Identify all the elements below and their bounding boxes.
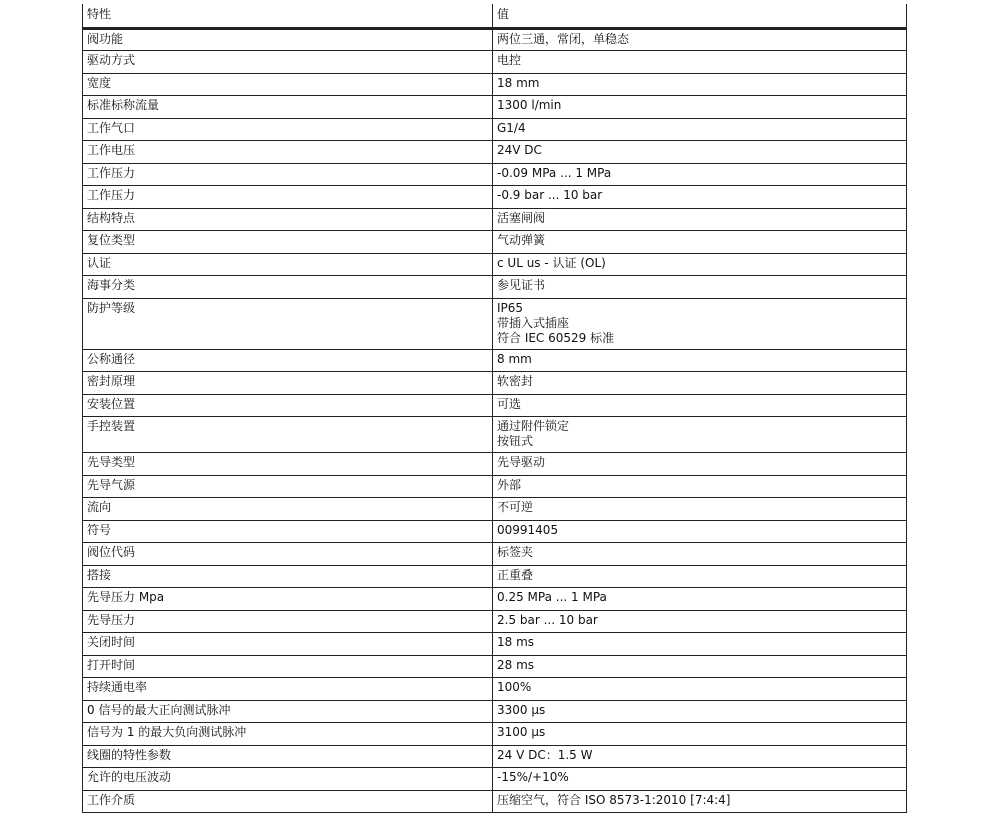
property-value-line: 可选	[497, 396, 522, 411]
property-name: 手控装置	[83, 417, 493, 453]
table-row	[83, 498, 907, 521]
property-value	[493, 394, 907, 417]
table-row	[83, 118, 907, 141]
table-row	[83, 231, 907, 254]
property-value-line: c UL us - 认证 (OL)	[497, 255, 606, 270]
property-value-line: 8 mm	[497, 351, 532, 366]
property-value-line: 先导驱动	[497, 455, 546, 469]
table-row	[83, 768, 907, 791]
property-value	[493, 520, 907, 543]
property-value-line: 通过附件锁定	[497, 419, 570, 433]
table-row	[83, 28, 907, 51]
property-value	[493, 118, 907, 141]
property-name: 结构特点	[83, 208, 493, 231]
property-value	[493, 790, 907, 813]
table-row	[83, 790, 907, 813]
property-value	[493, 565, 907, 588]
property-value-line: 18 ms	[497, 635, 535, 649]
property-value	[493, 231, 907, 254]
property-value	[493, 700, 907, 723]
property-name: 认证	[83, 253, 493, 276]
property-name: 先导压力 Mpa	[83, 588, 493, 611]
property-value-line: 软密封	[497, 374, 534, 388]
property-name: 线圈的特性参数	[83, 745, 493, 768]
property-value-line: 活塞闸阀	[497, 210, 546, 225]
property-value-line: 28 ms	[497, 657, 535, 672]
property-value	[493, 723, 907, 746]
property-value	[493, 498, 907, 521]
table-row	[83, 51, 907, 74]
table-row	[83, 208, 907, 231]
table-row	[83, 141, 907, 164]
property-name: 安装位置	[83, 394, 493, 417]
header-value: 值	[493, 4, 907, 28]
property-name: 工作压力	[83, 163, 493, 186]
property-value	[493, 276, 907, 299]
property-value-line: 正重叠	[497, 567, 534, 582]
property-value-line: 18 mm	[497, 75, 540, 90]
property-value-line: 2.5 bar ... 10 bar	[497, 612, 598, 627]
property-name: 公称通径	[83, 349, 493, 372]
table-row	[83, 700, 907, 723]
property-value	[493, 51, 907, 74]
table-row	[83, 349, 907, 372]
property-name: 驱动方式	[83, 51, 493, 74]
property-value-line: -0.09 MPa ... 1 MPa	[497, 165, 612, 180]
property-value-line: 带插入式插座	[497, 315, 570, 330]
table-row	[83, 633, 907, 656]
property-name: 阀位代码	[83, 543, 493, 566]
property-value	[493, 768, 907, 791]
property-value-line: G1/4	[497, 120, 526, 135]
property-name: 复位类型	[83, 231, 493, 254]
property-value-line: 压缩空气，符合 ISO 8573-1:2010 [7:4:4]	[497, 792, 731, 807]
property-value-line: 24V DC	[497, 143, 542, 157]
property-value-line: 1300 l/min	[497, 98, 562, 112]
property-name: 工作电压	[83, 141, 493, 164]
table-row	[83, 745, 907, 768]
property-name: 防护等级	[83, 298, 493, 349]
property-value	[493, 678, 907, 701]
table-row	[83, 372, 907, 395]
property-value	[493, 349, 907, 372]
table-row	[83, 475, 907, 498]
property-name: 海事分类	[83, 276, 493, 299]
table-row	[83, 73, 907, 96]
table-row	[83, 163, 907, 186]
property-value	[493, 298, 907, 349]
property-name: 宽度	[83, 73, 493, 96]
property-value-line: 00991405	[497, 522, 559, 537]
property-value	[493, 453, 907, 476]
table-row	[83, 588, 907, 611]
table-row	[83, 186, 907, 209]
property-value-line: 3300 µs	[497, 702, 546, 717]
property-value-line: 0.25 MPa ... 1 MPa	[497, 590, 607, 604]
property-name: 工作介质	[83, 790, 493, 813]
table-row	[83, 655, 907, 678]
property-name: 符号	[83, 520, 493, 543]
property-name: 标准标称流量	[83, 96, 493, 119]
table-row	[83, 678, 907, 701]
table-body	[83, 28, 907, 813]
property-value	[493, 96, 907, 119]
property-value-line: 两位三通，常闭，单稳态	[497, 31, 630, 46]
property-value	[493, 745, 907, 768]
property-value	[493, 543, 907, 566]
property-name: 工作压力	[83, 186, 493, 209]
property-value	[493, 163, 907, 186]
property-value-line: 参见证书	[497, 278, 546, 292]
property-name: 允许的电压波动	[83, 768, 493, 791]
table-row	[83, 723, 907, 746]
property-name: 打开时间	[83, 655, 493, 678]
spec-table	[82, 4, 907, 813]
property-value	[493, 253, 907, 276]
property-name: 持续通电率	[83, 678, 493, 701]
property-value-line: 符合 IEC 60529 标准	[497, 330, 615, 345]
property-value	[493, 372, 907, 395]
property-value-line: 3100 µs	[497, 725, 546, 739]
property-value-line: 外部	[497, 477, 522, 492]
property-value-line: 电控	[497, 53, 522, 67]
property-value	[493, 633, 907, 656]
table-row	[83, 520, 907, 543]
property-value-line: -0.9 bar ... 10 bar	[497, 188, 603, 202]
property-value	[493, 588, 907, 611]
property-value-line: 100%	[497, 680, 532, 694]
property-value	[493, 417, 907, 453]
table-row	[83, 96, 907, 119]
spec-table-container	[82, 4, 906, 813]
property-value	[493, 208, 907, 231]
table-row	[83, 610, 907, 633]
property-value-line: 不可逆	[497, 500, 534, 514]
property-name: 流向	[83, 498, 493, 521]
property-name: 先导压力	[83, 610, 493, 633]
table-row	[83, 394, 907, 417]
property-value	[493, 186, 907, 209]
table-row	[83, 298, 907, 349]
table-row	[83, 453, 907, 476]
table-header-row	[83, 4, 907, 28]
property-value-line: 按钮式	[497, 434, 534, 448]
property-name: 关闭时间	[83, 633, 493, 656]
property-name: 先导气源	[83, 475, 493, 498]
property-value	[493, 655, 907, 678]
property-value	[493, 475, 907, 498]
table-row	[83, 417, 907, 453]
property-value	[493, 141, 907, 164]
property-name: 密封原理	[83, 372, 493, 395]
property-name: 阀功能	[83, 28, 493, 51]
property-value-line: 气动弹簧	[497, 233, 546, 247]
table-row	[83, 565, 907, 588]
property-value	[493, 73, 907, 96]
property-name: 工作气口	[83, 118, 493, 141]
property-name: 搭接	[83, 565, 493, 588]
property-value	[493, 610, 907, 633]
table-row	[83, 253, 907, 276]
property-value-line: -15%/+10%	[497, 770, 569, 784]
property-value-line: IP65	[497, 300, 524, 315]
table-row	[83, 543, 907, 566]
property-name: 0 信号的最大正向测试脉冲	[83, 700, 493, 723]
property-value-line: 24 V DC：1.5 W	[497, 747, 593, 762]
property-name: 信号为 1 的最大负向测试脉冲	[83, 723, 493, 746]
table-row	[83, 276, 907, 299]
header-property: 特性	[83, 4, 493, 28]
property-name: 先导类型	[83, 453, 493, 476]
property-value-line: 标签夹	[497, 545, 534, 559]
property-value	[493, 28, 907, 51]
